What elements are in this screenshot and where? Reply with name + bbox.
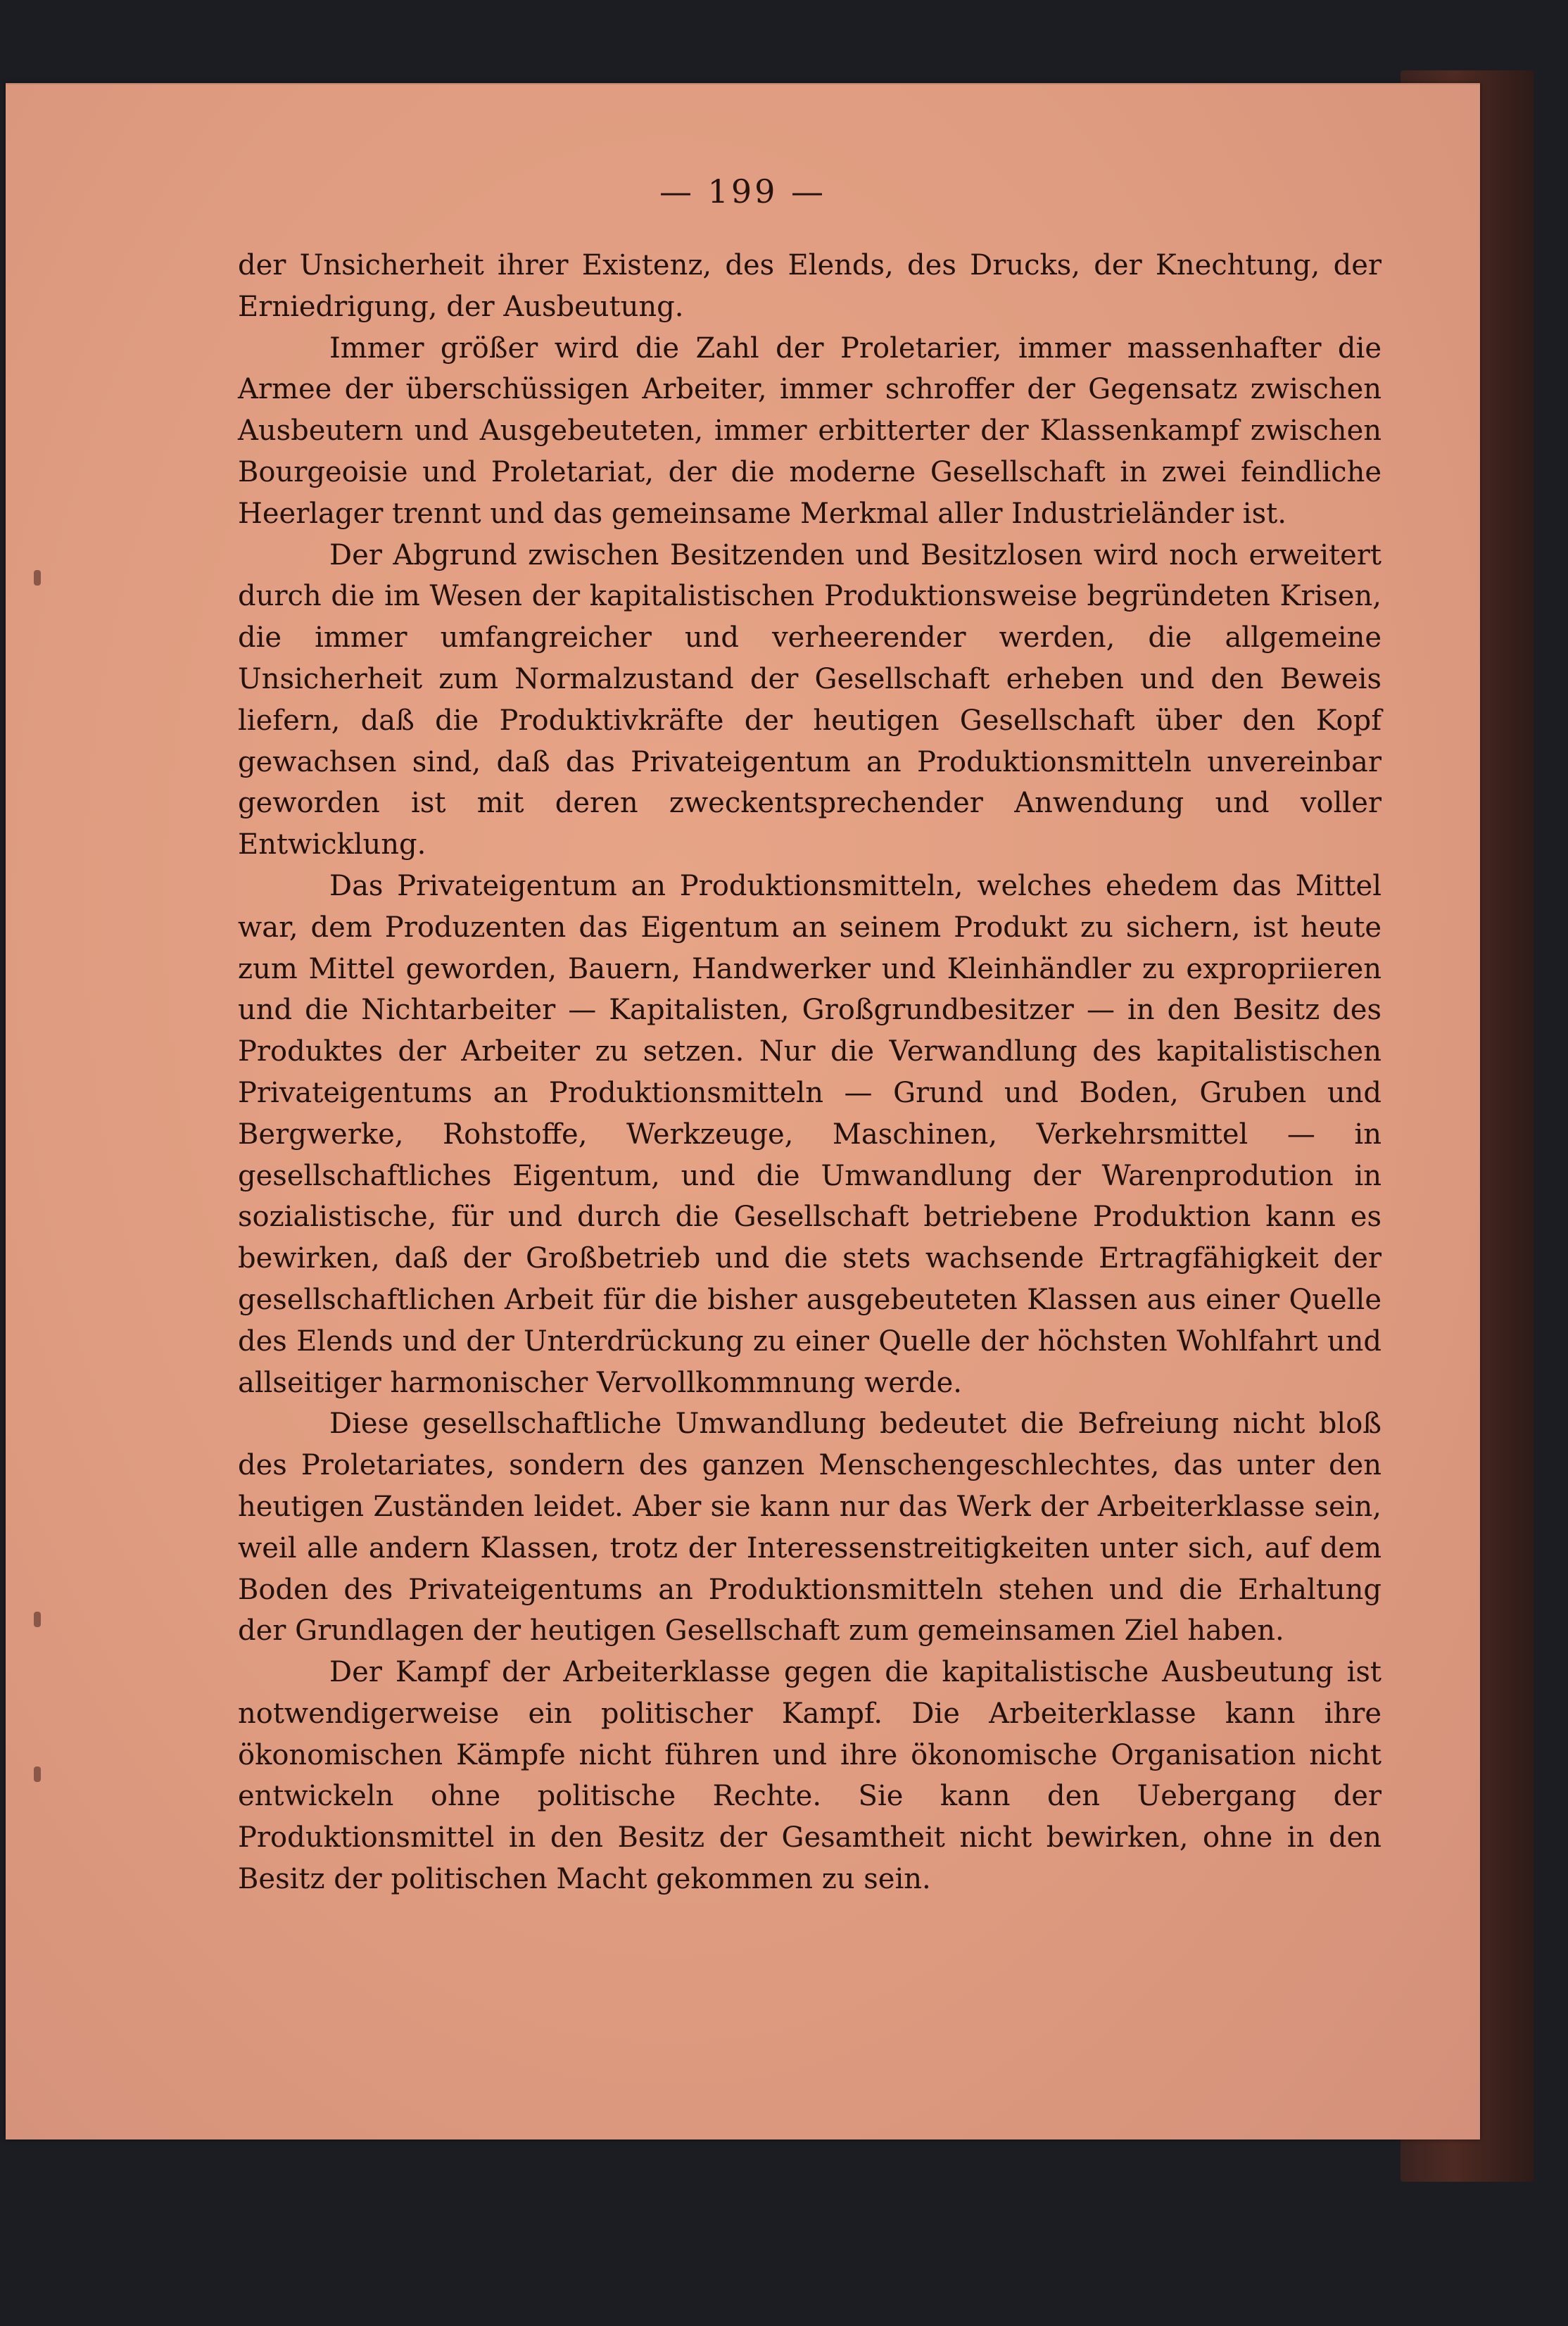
page-edge-mark [34,1766,41,1782]
paragraph: Der Kampf der Arbeiterklasse gegen die kapitalistische Ausbeutung ist notwendigerweise ein politischer Kampf. Die Arbeiterklasse kann ihre ökonomischen Kämpfe nicht führen und ihre ökonomische Organisation nicht entwickeln ohne politische Rechte. Sie kann den Uebergang der Produktionsmittel in den Besitz der Gesamtheit nicht bewirken, ohne in den Besitz der politischen Macht gekommen zu sein. [238,1656,1382,1896]
paragraph: Der Abgrund zwischen Besitzenden und Besitzlosen wird noch erweitert durch die im Wesen der kapitalistischen Produktionsweise begründeten Krisen, die immer umfangreicher und verheerender werden, die allgemeine Unsicherheit zum Normalzustand der Gesellschaft erheben und den Beweis liefern, daß die Produktivkräfte der heutigen Gesellschaft über den Kopf gewachsen sind, daß das Privateigentum an Produktionsmitteln unvereinbar geworden ist mit deren zweckentsprechender Anwendung und voller Entwicklung. [238,538,1382,861]
paragraph: Das Privateigentum an Produktionsmitteln, welches ehedem das Mittel war, dem Produzenten das Eigentum an seinem Produkt zu sichern, ist heute zum Mittel geworden, Bauern, Handwerker und Kleinhändler zu expropriieren und die Nichtarbeiter — Kapitalisten, Großgrundbesitzer — in den Besitz des Produktes der Arbeiter zu setzen. Nur die Verwandlung des kapitalistischen Privateigentums an Produktionsmitteln — Grund und Boden, Gruben und Bergwerke, Rohstoffe, Werkzeuge, Maschinen, Verkehrsmittel — in gesellschaftliches Eigentum, und die Umwandlung der Warenprodution in sozialistische, für und durch die Gesellschaft betriebene Produktion kann es bewirken, daß der Großbetrieb und die stets wachsende Ertragfähigkeit der gesellschaftlichen Arbeit für die bisher ausgebeuteten Klassen aus einer Quelle des Elends und der Unterdrückung zu einer Quelle der höchsten Wohlfahrt und allseitiger harmonischer Vervollkommnung werde. [238,869,1382,1399]
page-edge-mark [34,570,41,586]
paragraph: der Unsicherheit ihrer Existenz, des Elends, des Drucks, der Knechtung, der Erniedrigung, der Ausbeutung. [238,249,1382,323]
book-page [6,83,1480,2139]
paragraph: Immer größer wird die Zahl der Proletarier, immer massenhafter die Armee der überschüssigen Arbeiter, immer schroffer der Gegensatz zwischen Ausbeutern und Ausgebeuteten, immer erbitterter der Klassenkampf zwischen Bourgeoisie und Proletariat, der die moderne Gesellschaft in zwei feindliche Heerlager trennt und das gemeinsame Merkmal aller Industrieländer ist. [238,331,1382,530]
paragraph: Diese gesellschaftliche Umwandlung bedeutet die Befreiung nicht bloß des Proletariates, sondern des ganzen Menschengeschlechtes, das unter den heutigen Zuständen leidet. Aber sie kann nur das Werk der Arbeiterklasse sein, weil alle andern Klassen, trotz der Interessenstreitigkeiten unter sich, auf dem Boden des Privateigentums an Produktionsmitteln stehen und die Erhaltung der Grundlagen der heutigen Gesellschaft zum gemeinsamen Ziel haben. [238,1408,1382,1648]
page-edge-mark [34,1612,41,1627]
page-number: — 199 — [659,172,827,210]
body-text [238,245,1382,1900]
